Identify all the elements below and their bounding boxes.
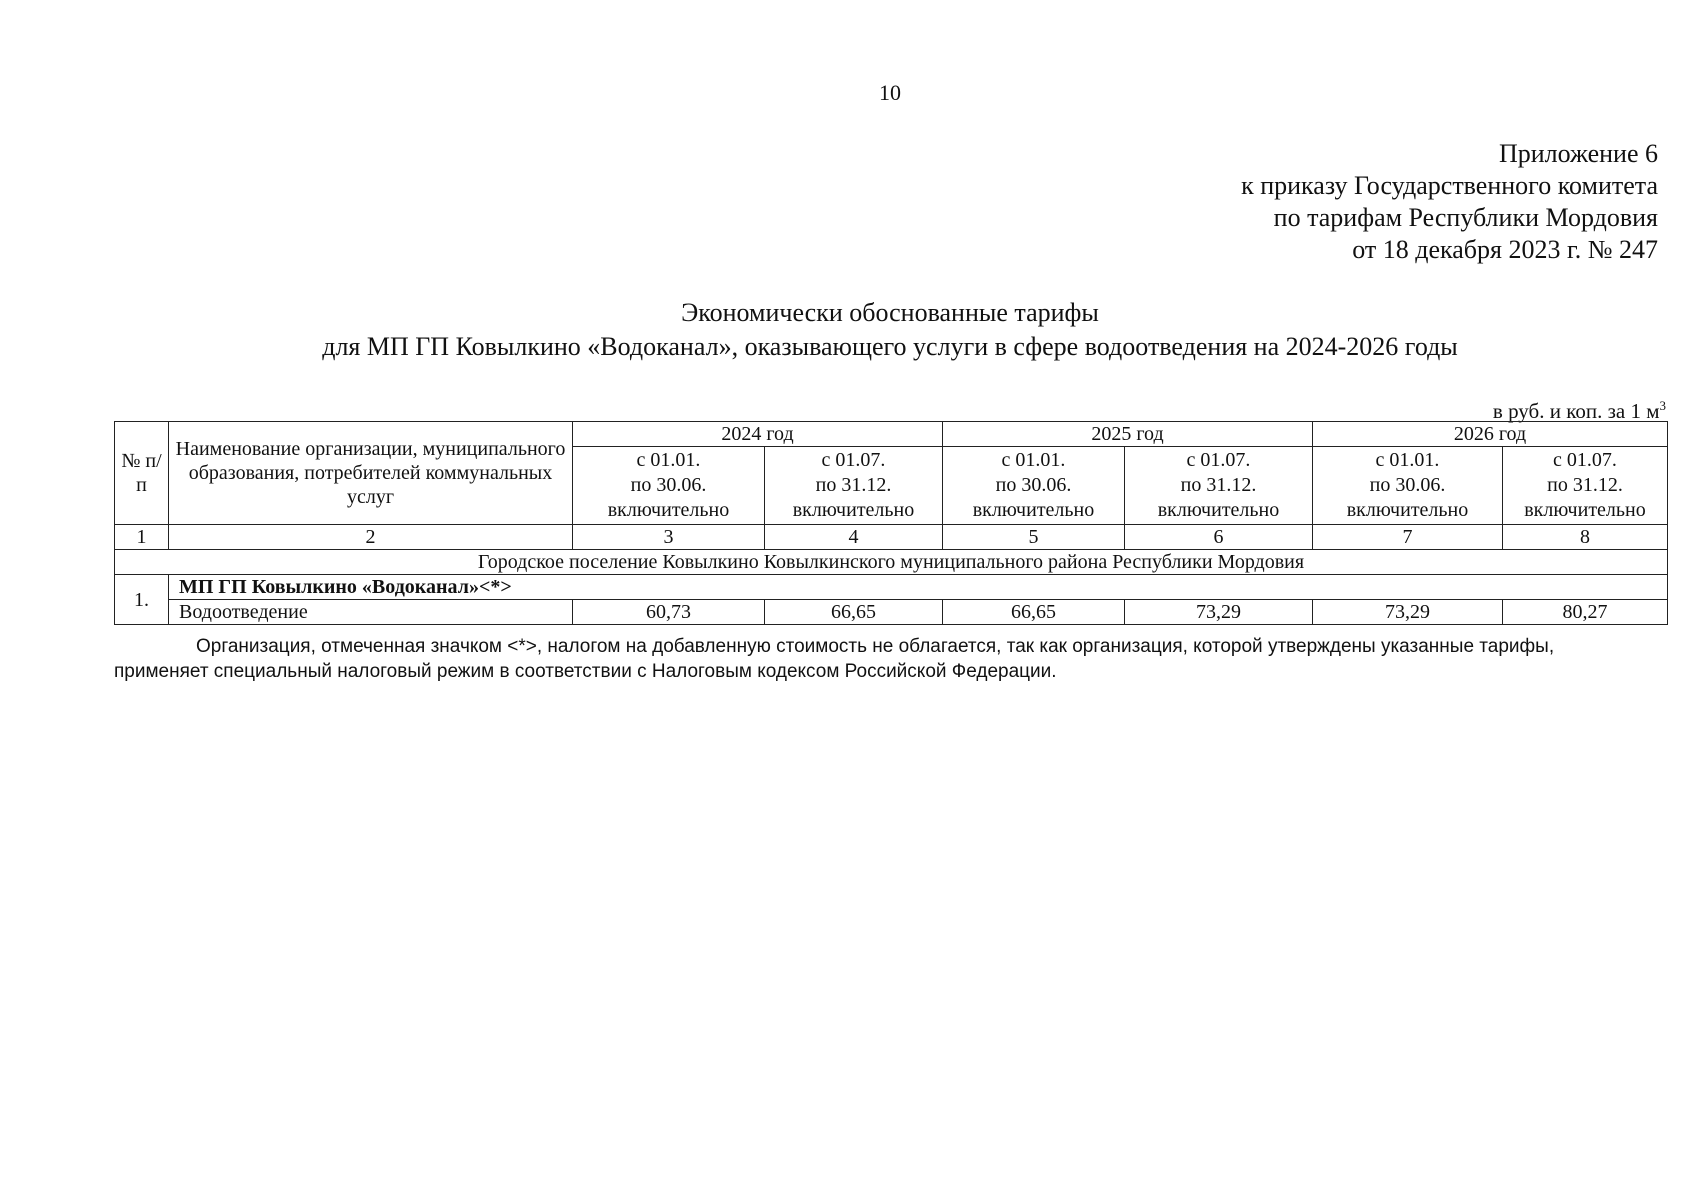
period-incl: включительно xyxy=(1346,499,1469,521)
tariff-value: 80,27 xyxy=(1503,600,1668,625)
period-to: по 31.12. xyxy=(1547,474,1623,496)
period-incl: включительно xyxy=(1157,499,1280,521)
header-period xyxy=(1125,447,1313,525)
period-from: с 01.01. xyxy=(1375,449,1440,471)
column-number: 5 xyxy=(943,525,1125,550)
period-to: по 30.06. xyxy=(995,474,1072,496)
period-to: по 31.12. xyxy=(815,474,892,496)
period-incl: включительно xyxy=(972,499,1095,521)
header-year: 2024 год xyxy=(573,422,943,447)
header-period xyxy=(943,447,1125,525)
appendix-line: от 18 декабря 2023 г. № 247 xyxy=(1352,235,1658,264)
section-row xyxy=(115,550,1668,575)
header-period xyxy=(573,447,765,525)
period-from: с 01.01. xyxy=(1001,449,1066,471)
tariff-value: 73,29 xyxy=(1125,600,1313,625)
period-from: с 01.01. xyxy=(636,449,701,471)
document-title xyxy=(0,296,1698,364)
service-name: Водоотведение xyxy=(169,600,573,625)
header-period xyxy=(765,447,943,525)
period-to: по 30.06. xyxy=(630,474,707,496)
period-to: по 30.06. xyxy=(1369,474,1446,496)
header-year: 2026 год xyxy=(1313,422,1668,447)
header-period xyxy=(1313,447,1503,525)
column-number: 6 xyxy=(1125,525,1313,550)
column-number: 8 xyxy=(1503,525,1668,550)
period-from: с 01.07. xyxy=(821,449,886,471)
appendix-line: к приказу Государственного комитета xyxy=(1241,171,1658,200)
header-row-years xyxy=(115,422,1668,447)
units-superscript: 3 xyxy=(1659,398,1666,413)
appendix-line: по тарифам Республики Мордовия xyxy=(1273,203,1658,232)
column-number: 1 xyxy=(115,525,169,550)
appendix-line: Приложение 6 xyxy=(1498,139,1658,168)
period-to: по 31.12. xyxy=(1180,474,1257,496)
column-number: 7 xyxy=(1313,525,1503,550)
title-line: для МП ГП Ковылкино «Водоканал», оказывающего услуги в сфере водоотведения на 2024-2026 годы xyxy=(322,332,1458,361)
tariff-value: 60,73 xyxy=(573,600,765,625)
tariff-value: 66,65 xyxy=(943,600,1125,625)
footnote xyxy=(114,634,1667,684)
service-row xyxy=(115,600,1668,625)
page-number: 10 xyxy=(879,80,901,105)
column-number: 2 xyxy=(169,525,573,550)
section-title: Городское поселение Ковылкино Ковылкинского муниципального района Республики Мордовия xyxy=(115,550,1668,575)
footnote-line: применяет специальный налоговый режим в соответствии с Налоговым кодексом Российской Федерации. xyxy=(114,661,1057,682)
units-text: в руб. и коп. за 1 м xyxy=(1492,399,1660,423)
tariff-value: 73,29 xyxy=(1313,600,1503,625)
period-incl: включительно xyxy=(1524,499,1646,521)
footnote-line: Организация, отмеченная значком <*>, налогом на добавленную стоимость не облагается, так как организация, которой утверждены указанные тарифы, xyxy=(196,636,1555,657)
tariffs-table xyxy=(114,421,1668,625)
column-number: 3 xyxy=(573,525,765,550)
header-name: Наименование организации, муниципального образования, потребителей коммунальных услуг xyxy=(169,422,573,525)
title-line: Экономически обоснованные тарифы xyxy=(681,298,1099,327)
row-number: 1. xyxy=(115,575,169,625)
column-numbers-row xyxy=(115,525,1668,550)
period-from: с 01.07. xyxy=(1186,449,1251,471)
period-from: с 01.07. xyxy=(1553,449,1617,471)
header-period xyxy=(1503,447,1668,525)
period-incl: включительно xyxy=(792,499,915,521)
organization-name: МП ГП Ковылкино «Водоканал»<*> xyxy=(169,575,1668,600)
appendix-block xyxy=(1241,138,1658,266)
period-incl: включительно xyxy=(607,499,730,521)
organization-row xyxy=(115,575,1668,600)
header-num: № п/п xyxy=(115,422,169,525)
tariff-value: 66,65 xyxy=(765,600,943,625)
header-year: 2025 год xyxy=(943,422,1313,447)
column-number: 4 xyxy=(765,525,943,550)
